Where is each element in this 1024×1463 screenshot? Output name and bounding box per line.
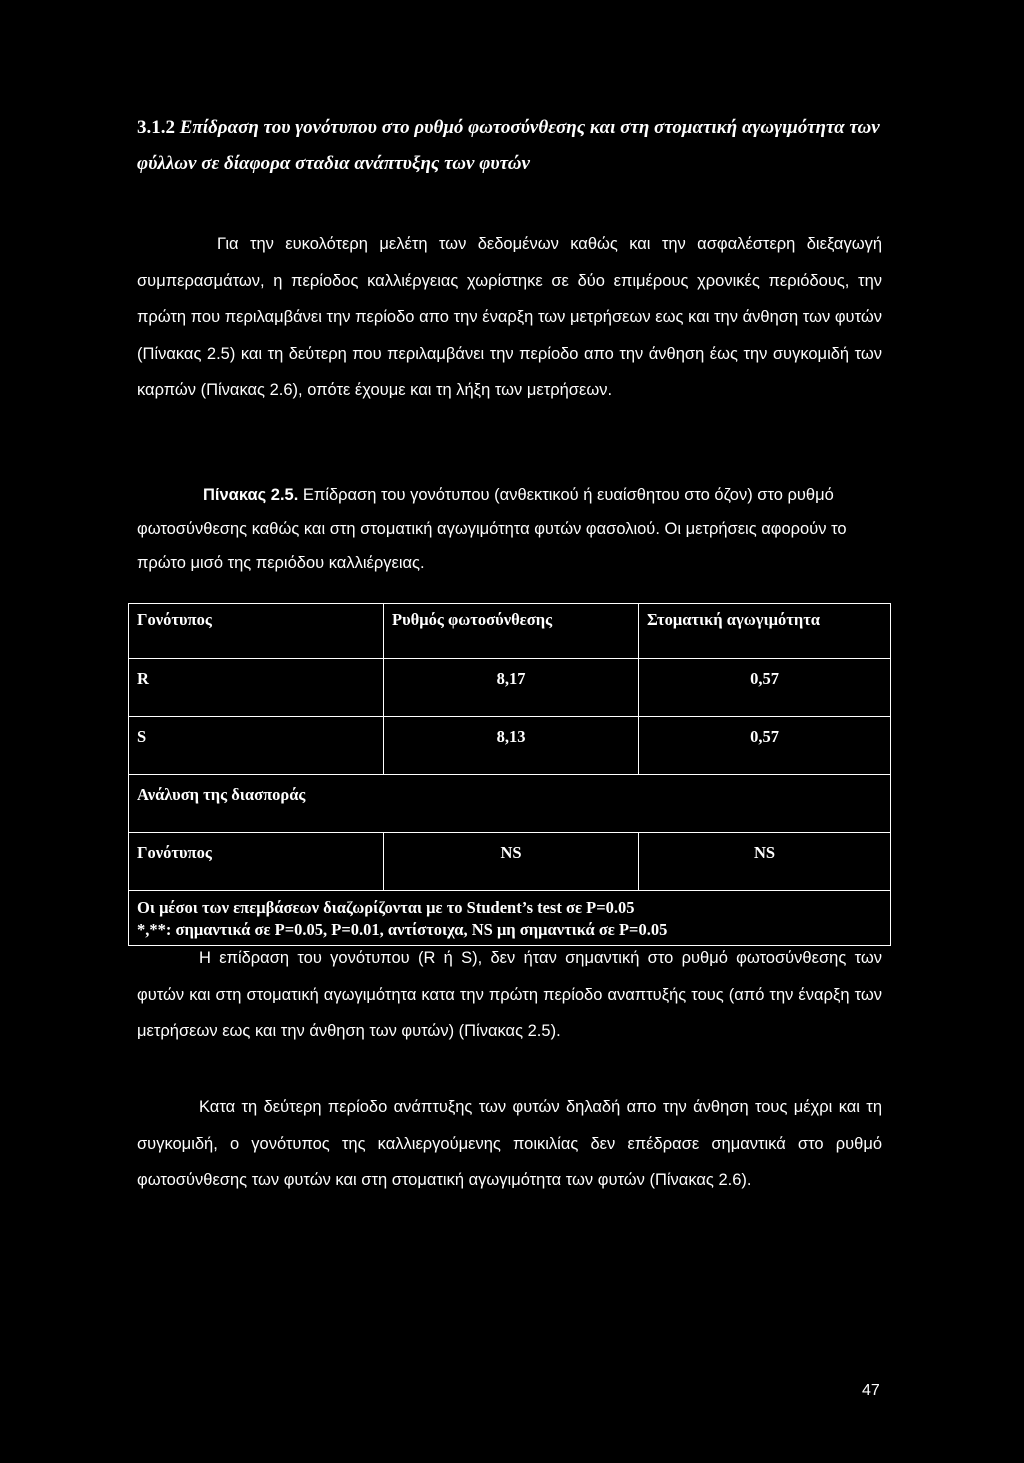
intro-paragraph: Για την ευκολότερη μελέτη των δεδομένων καθώς και την ασφαλέστερη διεξαγωγή συμπερασμάτων, η περίοδος καλλιέργειας χωρίστηκε σε δύο επιμέρους χρονικές περιόδους, την πρώτη που περιλαμβάνει την περίοδο απο την έναρξη των μετρήσεων εως και την άνθηση των φυτών (Πίνακας 2.5) και τη δεύτερη που περιλαμβάνει την περίοδο απο την άνθηση έως την συγκομιδή των καρπών (Πίνακας 2.6), οπότε έχουμε και τη λήξη των μετρήσεων. [137, 235, 882, 399]
table-note [129, 891, 891, 946]
page-number: 47 [862, 1382, 880, 1399]
results-paragraph-2: Κατα τη δεύτερη περίοδο ανάπτυξης των φυτών δηλαδή απο την άνθηση τους μέχρι και τη συγκομιδή, ο γονότυπος της καλλιεργούμενης ποικιλίας δεν επέδρασε σημαντικά στο ρυθμό φωτοσύνθεσης των φυτών και στη στοματική αγωγιμότητα των φυτών (Πίνακας 2.6). [137, 1098, 882, 1189]
anova-photosynthesis: NS [384, 833, 639, 891]
cell-conductance: 0,57 [639, 717, 891, 775]
section-heading [137, 110, 897, 182]
results-table [128, 603, 891, 946]
table-row [129, 717, 891, 775]
anova-genotype: Γονότυπος [129, 833, 384, 891]
table-note-row [129, 891, 891, 946]
table-caption [137, 478, 887, 580]
cell-conductance: 0,57 [639, 659, 891, 717]
table-caption-text: Επίδραση του γονότυπου (ανθεκτικού ή ευαίσθητου στο όζον) στο ρυθμό φωτοσύνθεσης καθώς και στη στοματική αγωγιμότητα φυτών φασολιού. Οι μετρήσεις αφορούν το πρώτο μισό της περιόδου καλλιέργειας. [137, 486, 847, 572]
cell-photosynthesis: 8,17 [384, 659, 639, 717]
table-note-line-2: *,**: σημαντικά σε P=0.05, P=0.01, αντίστοιχα, NS μη σημαντικά σε P=0.05 [137, 920, 668, 939]
table-note-line-1: Οι μέσοι των επεμβάσεων διαζωρίζονται με το Student’s test σε P=0.05 [137, 898, 635, 917]
anova-conductance: NS [639, 833, 891, 891]
header-stomatal-conductance: Στοματική αγωγιμότητα [639, 604, 891, 659]
cell-genotype: R [129, 659, 384, 717]
anova-label: Ανάλυση της διασποράς [129, 775, 891, 833]
anova-row [129, 833, 891, 891]
header-photosynthesis-rate: Ρυθμός φωτοσύνθεσης [384, 604, 639, 659]
anova-label-row [129, 775, 891, 833]
table-header-row [129, 604, 891, 659]
results-paragraph-1: Η επίδραση του γονότυπου (R ή S), δεν ήταν σημαντική στο ρυθμό φωτοσύνθεσης των φυτών και στη στοματική αγωγιμότητα κατα την πρώτη περίοδο αναπτυξής τους (από την έναρξη των μετρήσεων εως και την άνθηση των φυτών) (Πίνακας 2.5). [137, 949, 882, 1040]
cell-genotype: S [129, 717, 384, 775]
header-genotype: Γονότυπος [129, 604, 384, 659]
cell-photosynthesis: 8,13 [384, 717, 639, 775]
section-number: 3.1.2 [137, 117, 175, 138]
table-caption-label: Πίνακας 2.5. [203, 486, 299, 504]
section-title: Επίδραση του γονότυπου στο ρυθμό φωτοσύνθεσης και στη στοματική αγωγιμότητα των φύλλων σε δίαφορα σταδια ανάπτυξης των φυτών [137, 117, 880, 174]
table-row [129, 659, 891, 717]
